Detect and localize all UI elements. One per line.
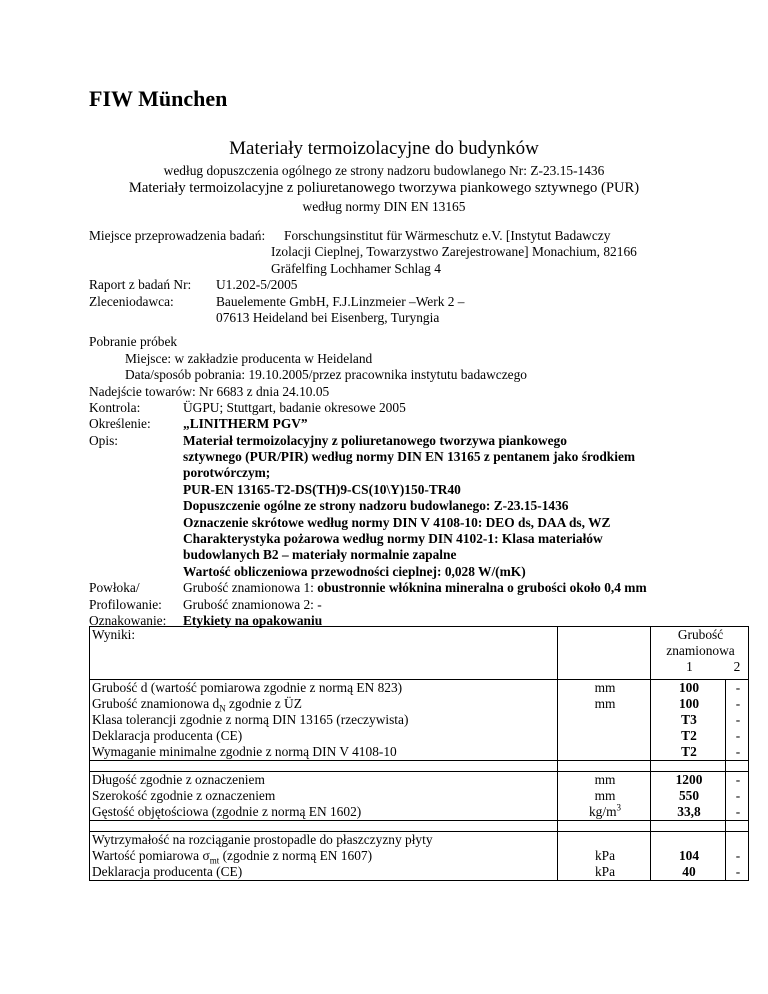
group2-units bbox=[558, 772, 651, 821]
desc-line: porotwórczym; bbox=[183, 465, 271, 481]
spacer-cell bbox=[558, 761, 651, 772]
group3-values-2 bbox=[726, 832, 749, 881]
col-1-number: 1 bbox=[686, 659, 693, 674]
row-label: Długość zgodnie z oznaczeniem bbox=[92, 772, 265, 787]
unit: mm bbox=[594, 788, 616, 803]
group2-values-2 bbox=[726, 772, 749, 821]
control-value: ÜGPU; Stuttgart, badanie okresowe 2005 bbox=[183, 399, 406, 415]
results-header-row bbox=[90, 627, 749, 680]
col-2-number: 2 bbox=[733, 659, 741, 674]
label-text: (zgodnie z normą EN 1607) bbox=[219, 848, 373, 863]
desc-line: Wartość obliczeniowa przewodności cieplnej: 0,028 W/(mK) bbox=[183, 563, 526, 579]
value: - bbox=[735, 804, 741, 819]
unit-text: kg/m bbox=[588, 804, 617, 819]
unit bbox=[560, 744, 650, 760]
unit: kPa bbox=[594, 864, 616, 879]
thickness-header-cell bbox=[651, 627, 749, 680]
thickness-col-numbers bbox=[653, 659, 748, 675]
label-sub: mt bbox=[209, 855, 220, 866]
place-label: Miejsce przeprowadzenia badań: bbox=[89, 228, 266, 243]
value: - bbox=[735, 848, 741, 863]
group1-labels bbox=[90, 680, 558, 761]
desc-line: sztywnego (PUR/PIR) według normy DIN EN 13165 z pentanem jako środkiem bbox=[183, 449, 636, 465]
client-line-2: 07613 Heideland bei Eisenberg, Turyngia bbox=[216, 309, 440, 325]
value: - bbox=[735, 788, 741, 803]
group3-units bbox=[558, 832, 651, 881]
value: - bbox=[735, 728, 741, 743]
row-label bbox=[92, 744, 557, 760]
place-line-2: Izolacji Cieplnej, Towarzystwo Zarejestrowane] Monachium, 82166 bbox=[271, 244, 637, 260]
row-label: Szerokość zgodnie z oznaczeniem bbox=[92, 788, 276, 803]
unit bbox=[560, 728, 650, 744]
group3-row bbox=[90, 832, 749, 881]
label-text: Deklaracja producenta (CE) bbox=[92, 864, 243, 879]
sampling-label: Pobranie próbek bbox=[89, 334, 178, 350]
results-header-cell bbox=[90, 627, 558, 680]
label-text: Grubość znamionowa d bbox=[92, 696, 220, 711]
unit bbox=[560, 804, 650, 820]
desc-line: Oznaczenie skrótowe według normy DIN V 4108-10: DEO ds, DAA ds, WZ bbox=[183, 514, 611, 530]
group1-row bbox=[90, 680, 749, 761]
group2-row bbox=[90, 772, 749, 821]
designation-value: „LINITHERM PGV” bbox=[183, 416, 308, 432]
value: - bbox=[735, 696, 741, 711]
value: 100 bbox=[678, 680, 700, 695]
group2-labels bbox=[90, 772, 558, 821]
group3-labels bbox=[90, 832, 558, 881]
value: - bbox=[735, 772, 741, 787]
profiling-value: Grubość znamionowa 2: - bbox=[183, 596, 322, 612]
unit: mm bbox=[594, 772, 616, 787]
row-label bbox=[92, 728, 557, 744]
value: - bbox=[735, 680, 741, 695]
subtitle-line: Materiały termoizolacyjne z poliuretanowego tworzywa piankowego sztywnego (PUR) bbox=[128, 180, 640, 196]
value: 100 bbox=[678, 696, 700, 711]
blank bbox=[653, 832, 725, 848]
value: T2 bbox=[681, 728, 697, 743]
desc-line: PUR-EN 13165-T2-DS(TH)9-CS(10\Y)150-TR40 bbox=[183, 481, 461, 497]
value: T2 bbox=[681, 744, 697, 759]
value: 40 bbox=[682, 864, 696, 879]
group1-units bbox=[558, 680, 651, 761]
unit-sup: 3 bbox=[616, 802, 622, 813]
coating-label: Powłoka/ bbox=[89, 580, 140, 596]
spacer-cell bbox=[726, 761, 749, 772]
sampling-place: Miejsce: w zakładzie producenta w Heideland bbox=[125, 350, 373, 366]
label-text: Klasa tolerancji zgodnie z normą DIN 13165 (rzeczywista) bbox=[92, 712, 409, 727]
document-title: Materiały termoizolacyjne do budynków bbox=[229, 138, 539, 159]
arrival-text: Nadejście towarów: Nr 6683 z dnia 24.10.05 bbox=[89, 383, 330, 399]
place-line-3: Gräfelfing Lochhamer Schlag 4 bbox=[271, 260, 441, 276]
report-label: Raport z badań Nr: bbox=[89, 277, 192, 293]
value: 1200 bbox=[675, 772, 703, 787]
group2-values-1 bbox=[651, 772, 726, 821]
label-text: Deklaracja producenta (CE) bbox=[92, 728, 243, 743]
marking-label: Oznakowanie: bbox=[89, 612, 167, 628]
unit: kPa bbox=[594, 848, 616, 863]
group3-values-1 bbox=[651, 832, 726, 881]
value: T3 bbox=[681, 712, 697, 727]
results-label: Wyniki: bbox=[92, 627, 136, 642]
spacer-cell bbox=[651, 821, 726, 832]
spacer-cell bbox=[90, 761, 558, 772]
blank bbox=[560, 832, 650, 848]
label-text: Wymaganie minimalne zgodnie z normą DIN V 4108-10 bbox=[92, 744, 397, 759]
value: - bbox=[735, 744, 741, 759]
client-line-1: Bauelemente GmbH, F.J.Linzmeier –Werk 2 – bbox=[216, 293, 465, 309]
unit-header-cell bbox=[558, 627, 651, 680]
place-line-1: Forschungsinstitut für Wärmeschutz e.V. [Instytut Badawczy bbox=[284, 228, 611, 243]
desc-line: Charakterystyka pożarowa według normy DIN 4102-1: Klasa materiałów bbox=[183, 531, 603, 547]
label-sub: N bbox=[219, 703, 226, 714]
group3-heading: Wytrzymałość na rozciąganie prostopadle do płaszczyzny płyty bbox=[92, 832, 433, 847]
spacer-cell bbox=[90, 821, 558, 832]
value: - bbox=[735, 712, 741, 727]
norm-line: według normy DIN EN 13165 bbox=[302, 199, 466, 214]
unit: mm bbox=[594, 696, 616, 711]
report-value: U1.202-5/2005 bbox=[216, 277, 298, 293]
results-table bbox=[89, 626, 749, 881]
blank bbox=[728, 832, 748, 848]
unit: mm bbox=[594, 680, 616, 695]
row-label bbox=[92, 712, 557, 728]
spacer-row bbox=[90, 821, 749, 832]
spacer-cell bbox=[651, 761, 726, 772]
control-label: Kontrola: bbox=[89, 399, 141, 415]
row-label bbox=[92, 696, 557, 712]
client-label: Zleceniodawca: bbox=[89, 293, 174, 309]
coating-bold: obustronnie włóknina mineralna o grubości około 0,4 mm bbox=[317, 580, 647, 596]
approval-line: według dopuszczenia ogólnego ze strony nadzoru budowlanego Nr: Z-23.15-1436 bbox=[163, 163, 605, 178]
desc-line: budowlanych B2 – materiały normalnie zapalne bbox=[183, 547, 457, 563]
label-text: Wartość pomiarowa σ bbox=[92, 848, 210, 863]
row-label bbox=[92, 680, 557, 696]
organization-heading: FIW München bbox=[89, 86, 228, 111]
group1-values-2 bbox=[726, 680, 749, 761]
coating-prefix: Grubość znamionowa 1: bbox=[183, 580, 318, 596]
spacer-row bbox=[90, 761, 749, 772]
thickness-header-1: Grubość bbox=[677, 627, 724, 642]
value: 550 bbox=[678, 788, 700, 803]
marking-value: Etykiety na opakowaniu bbox=[183, 612, 323, 628]
label-text: Grubość d (wartość pomiarowa zgodnie z normą EN 823) bbox=[92, 680, 403, 695]
row-label: Gęstość objętościowa (zgodnie z normą EN 1602) bbox=[92, 804, 362, 819]
row-label bbox=[92, 848, 557, 864]
row-label bbox=[92, 864, 557, 880]
value: 33,8 bbox=[677, 804, 701, 819]
designation-label: Określenie: bbox=[89, 416, 151, 432]
label-text: zgodnie z ÜZ bbox=[225, 696, 302, 711]
thickness-header-2: znamionowa bbox=[666, 643, 735, 658]
spacer-cell bbox=[558, 821, 651, 832]
desc-line: Dopuszczenie ogólne ze strony nadzoru budowlanego: Z-23.15-1436 bbox=[183, 498, 569, 514]
value: 104 bbox=[678, 848, 700, 863]
group1-values-1 bbox=[651, 680, 726, 761]
coating-value bbox=[183, 580, 647, 596]
desc-label: Opis: bbox=[89, 432, 119, 448]
profiling-label: Profilowanie: bbox=[89, 596, 162, 612]
unit bbox=[560, 712, 650, 728]
value: - bbox=[735, 864, 741, 879]
desc-line: Materiał termoizolacyjny z poliuretanowego tworzywa piankowego bbox=[183, 432, 567, 448]
sampling-date: Data/sposób pobrania: 19.10.2005/przez pracownika instytutu badawczego bbox=[125, 367, 527, 383]
spacer-cell bbox=[726, 821, 749, 832]
